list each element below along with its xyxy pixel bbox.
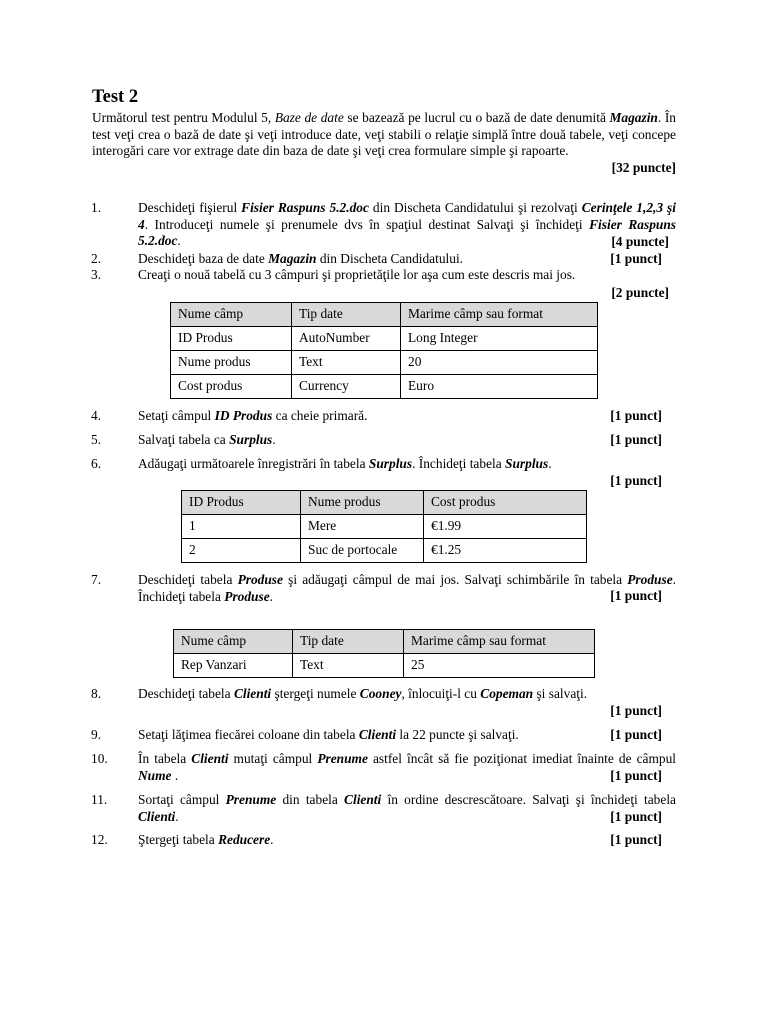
task-11: Sortaţi câmpul Prenume din tabela Clienti în ordine descrescătoare. Salvaţi şi închideţi tabela Clienti. bbox=[138, 792, 676, 824]
new-field-table bbox=[173, 629, 595, 678]
task-number: 8. bbox=[91, 686, 102, 701]
task-8: Deschideţi tabela Clienti ştergeţi numele Cooney, înlocuiţi-l cu Copeman şi salvaţi. bbox=[138, 686, 588, 701]
table-cell: €1.25 bbox=[424, 539, 587, 563]
task-number: 7. bbox=[91, 572, 102, 587]
task-number: 2. bbox=[91, 251, 102, 266]
table-cell: AutoNumber bbox=[292, 327, 401, 351]
task-8-points: [1 punct] bbox=[610, 703, 662, 718]
task-3: Creaţi o nouă tabelă cu 3 câmpuri şi proprietăţile lor aşa cum este descris mai jos. bbox=[138, 267, 576, 282]
fields-table bbox=[170, 302, 598, 399]
table-cell: 2 bbox=[182, 539, 301, 563]
task-4: Setaţi câmpul ID Produs ca cheie primară. bbox=[138, 408, 368, 423]
task-number: 10. bbox=[91, 751, 108, 766]
task-7: Deschideţi tabela Produse şi adăugaţi câmpul de mai jos. Salvaţi schimbările în tabela Produse. Închideţi tabela Produse. bbox=[138, 572, 676, 604]
task-number: 12. bbox=[91, 832, 108, 847]
table-cell: Euro bbox=[401, 375, 598, 399]
task-number: 6. bbox=[91, 456, 102, 471]
table-cell: Long Integer bbox=[401, 327, 598, 351]
task-2: Deschideţi baza de date Magazin din Discheta Candidatului. bbox=[138, 251, 464, 266]
task-number: 5. bbox=[91, 432, 102, 447]
table-cell: Text bbox=[292, 351, 401, 375]
task-12-points: [1 punct] bbox=[610, 832, 662, 847]
table-header: Tip date bbox=[293, 630, 404, 654]
table-cell: ID Produs bbox=[171, 327, 292, 351]
task-10: În tabela Clienti mutaţi câmpul Prenume astfel încât să fie poziţionat imediat înainte de câmpul Nume . bbox=[138, 751, 676, 783]
table-cell: €1.99 bbox=[424, 515, 587, 539]
task-number: 11. bbox=[91, 792, 108, 807]
table-header: Marime câmp sau format bbox=[404, 630, 595, 654]
page-title: Test 2 bbox=[92, 87, 139, 107]
table-cell: Currency bbox=[292, 375, 401, 399]
task-4-points: [1 punct] bbox=[610, 408, 662, 423]
table-cell: 25 bbox=[404, 654, 595, 678]
task-number: 3. bbox=[91, 267, 102, 282]
table-cell: Mere bbox=[301, 515, 424, 539]
task-5: Salvaţi tabela ca Surplus. bbox=[138, 432, 276, 447]
task-6-points: [1 punct] bbox=[610, 473, 662, 488]
records-table bbox=[181, 490, 587, 563]
table-header: Cost produs bbox=[424, 491, 587, 515]
table-header: Tip date bbox=[292, 303, 401, 327]
table-header: Nume câmp bbox=[174, 630, 293, 654]
table-cell: 1 bbox=[182, 515, 301, 539]
task-12: Ştergeţi tabela Reducere. bbox=[138, 832, 274, 847]
table-cell: Cost produs bbox=[171, 375, 292, 399]
task-9-points: [1 punct] bbox=[610, 727, 662, 742]
task-number: 1. bbox=[91, 200, 102, 215]
task-7-points: [1 punct] bbox=[610, 588, 662, 603]
total-points: [32 puncte] bbox=[611, 159, 676, 175]
table-header: Marime câmp sau format bbox=[401, 303, 598, 327]
task-10-points: [1 punct] bbox=[610, 768, 662, 783]
table-cell: Nume produs bbox=[171, 351, 292, 375]
table-cell: Suc de portocale bbox=[301, 539, 424, 563]
task-11-points: [1 punct] bbox=[610, 809, 662, 824]
table-cell: 20 bbox=[401, 351, 598, 375]
task-6: Adăugaţi următoarele înregistrări în tabela Surplus. Închideţi tabela Surplus. bbox=[138, 456, 552, 471]
table-header: Nume câmp bbox=[171, 303, 292, 327]
task-3-points: [2 puncte] bbox=[611, 285, 669, 300]
task-5-points: [1 punct] bbox=[610, 432, 662, 447]
task-1: Deschideţi fişierul Fisier Raspuns 5.2.doc din Discheta Candidatului şi rezolvaţi Cerinţele 1,2,3 şi 4. Introduceţi numele şi prenumele dvs în spaţiul destinat Salvaţi şi închideţi Fisier Raspuns 5.2.doc. bbox=[138, 200, 676, 248]
task-9: Setaţi lăţimea fiecărei coloane din tabela Clienti la 22 puncte şi salvaţi. bbox=[138, 727, 519, 742]
task-1-points: [4 puncte] bbox=[611, 234, 669, 249]
table-cell: Rep Vanzari bbox=[174, 654, 293, 678]
task-number: 9. bbox=[91, 727, 102, 742]
table-cell: Text bbox=[293, 654, 404, 678]
table-header: ID Produs bbox=[182, 491, 301, 515]
task-2-points: [1 punct] bbox=[610, 251, 662, 266]
intro-paragraph: Următorul test pentru Modulul 5, Baze de date se bazează pe lucrul cu o bază de date denumită Magazin. În test veţi crea o bază de date şi veţi introduce date, veţi stabili o relaţie simplă între două tabele, veţi concepe interogări care vor extrage date din baza de date şi veţi crea formulare simple şi rapoarte. [32 puncte] bbox=[92, 110, 676, 175]
table-header: Nume produs bbox=[301, 491, 424, 515]
task-number: 4. bbox=[91, 408, 102, 423]
